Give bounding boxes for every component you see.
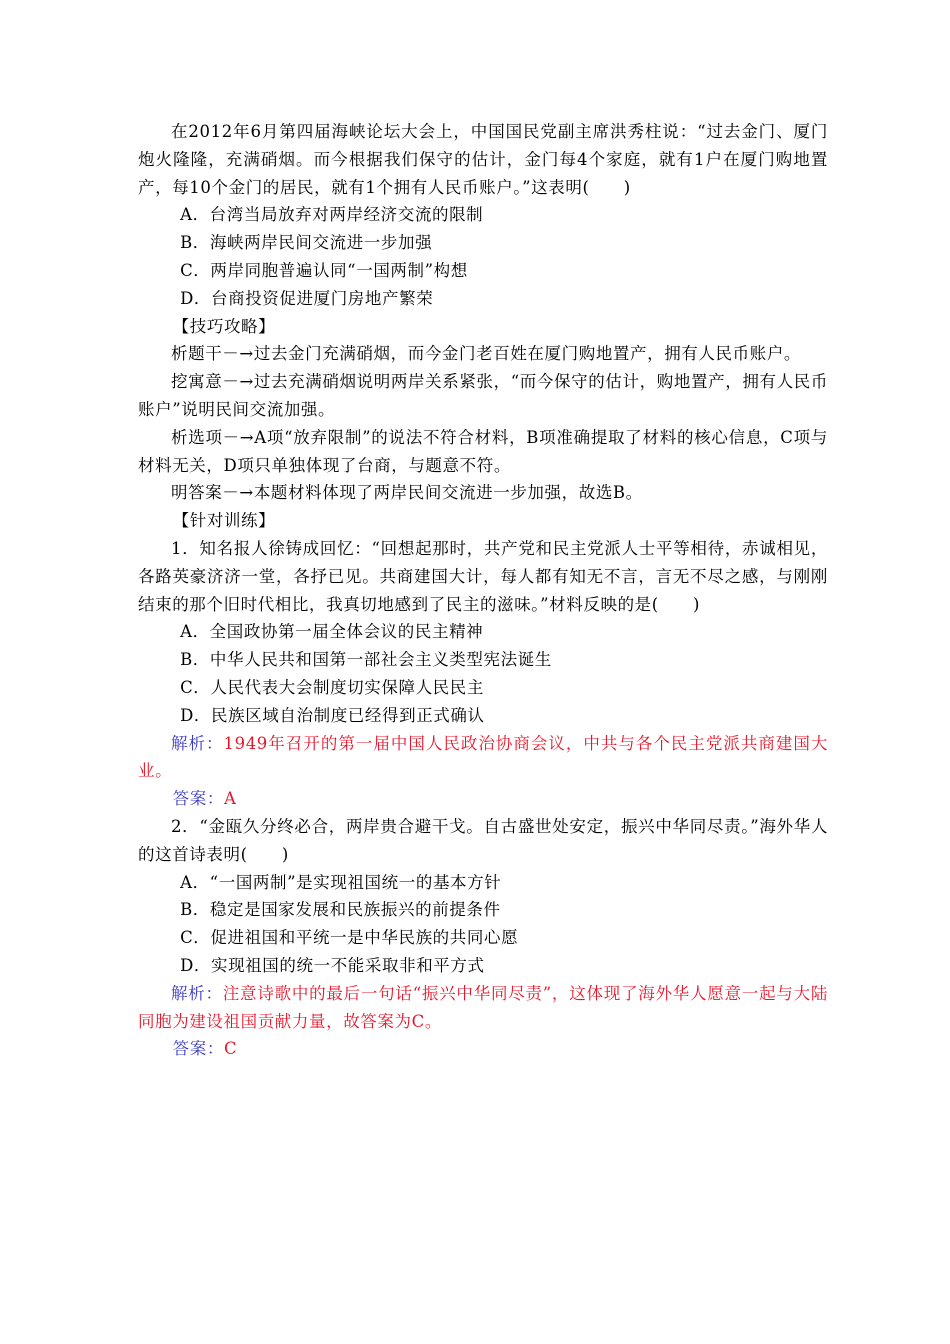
intro-option-d: D．台商投资促进厦门房地产繁荣 [180,288,434,308]
q1-answer-value: A [223,789,237,809]
q2-question: 2．“金瓯久分终必合，两岸贵合避干戈。自古盛世处安定，振兴中华同尽责。”海外华人的这首诗表明( ) [138,816,828,864]
intro-option-b: B．海峡两岸民间交流进一步加强 [180,233,433,253]
q1-analysis-text: 1949年召开的第一届中国人民政治协商会议，中共与各个民主党派共商建国大业。 [138,733,828,781]
intro-question: 在2012年6月第四届海峡论坛大会上，中国国民党副主席洪秀柱说：“过去金门、厦门炮火隆隆，充满硝烟。而今根据我们保守的估计，金门每4个家庭，就有1户在厦门购地置产，每10个金门的居民，就有1个拥有人民币账户。”这表明( ) [138,122,828,197]
intro-option-c: C．两岸同胞普遍认同“一国两制”构想 [180,260,468,280]
q1-option-b: B．中华人民共和国第一部社会主义类型宪法诞生 [180,650,552,670]
q1-option-d: D．民族区域自治制度已经得到正式确认 [180,705,485,725]
strategy-line-4: 明答案－→本题材料体现了两岸民间交流进一步加强，故选B。 [171,483,643,503]
q2-option-b: B．稳定是国家发展和民族振兴的前提条件 [180,900,501,920]
q1-option-c: C．人民代表大会制度切实保障人民民主 [180,677,484,697]
strategy-line-1: 析题干－→过去金门充满硝烟，而今金门老百姓在厦门购地置产，拥有人民币账户。 [171,344,802,364]
q2-option-a: A．“一国两制”是实现祖国统一的基本方针 [180,872,502,892]
q1-answer [138,785,828,813]
q2-answer-label: 答案： [172,1039,224,1059]
q1-analysis-label: 解析： [171,733,224,753]
q1-analysis [138,730,828,786]
q2-analysis-text: 注意诗歌中的最后一句话“振兴中华同尽责”，这体现了海外华人愿意一起与大陆同胞为建设祖国贡献力量，故答案为C。 [138,983,828,1031]
q2-analysis [138,980,828,1036]
document-body [138,118,828,1063]
q1-answer-label: 答案： [172,789,224,809]
training-heading: 【针对训练】 [172,511,276,531]
intro-option-a: A．台湾当局放弃对两岸经济交流的限制 [180,205,484,225]
q2-answer-value: C [223,1039,238,1059]
strategy-heading: 【技巧攻略】 [172,316,276,336]
q1-question: 1．知名报人徐铸成回忆：“回想起那时，共产党和民主党派人士平等相待，赤诚相见，各路英豪济济一堂，各抒已见。共商建国大计，每人都有知无不言，言无不尽之感，与刚刚结束的那个旧时代相比，我真切地感到了民主的滋味。”材料反映的是( ) [138,538,828,614]
q2-option-c: C．促进祖国和平统一是中华民族的共同心愿 [180,928,519,948]
q2-analysis-label: 解析： [171,983,223,1003]
strategy-line-2: 挖寓意－→过去充满硝烟说明两岸关系紧张，“而今保守的估计，购地置产，拥有人民币账户”说明民间交流加强。 [138,372,828,419]
q2-option-d: D．实现祖国的统一不能采取非和平方式 [180,955,485,975]
q1-option-a: A．全国政协第一届全体会议的民主精神 [180,622,484,642]
q2-answer [138,1035,828,1063]
strategy-line-3: 析选项－→A项“放弃限制”的说法不符合材料，B项准确提取了材料的核心信息，C项与材料无关，D项只单独体现了台商，与题意不符。 [138,427,828,475]
